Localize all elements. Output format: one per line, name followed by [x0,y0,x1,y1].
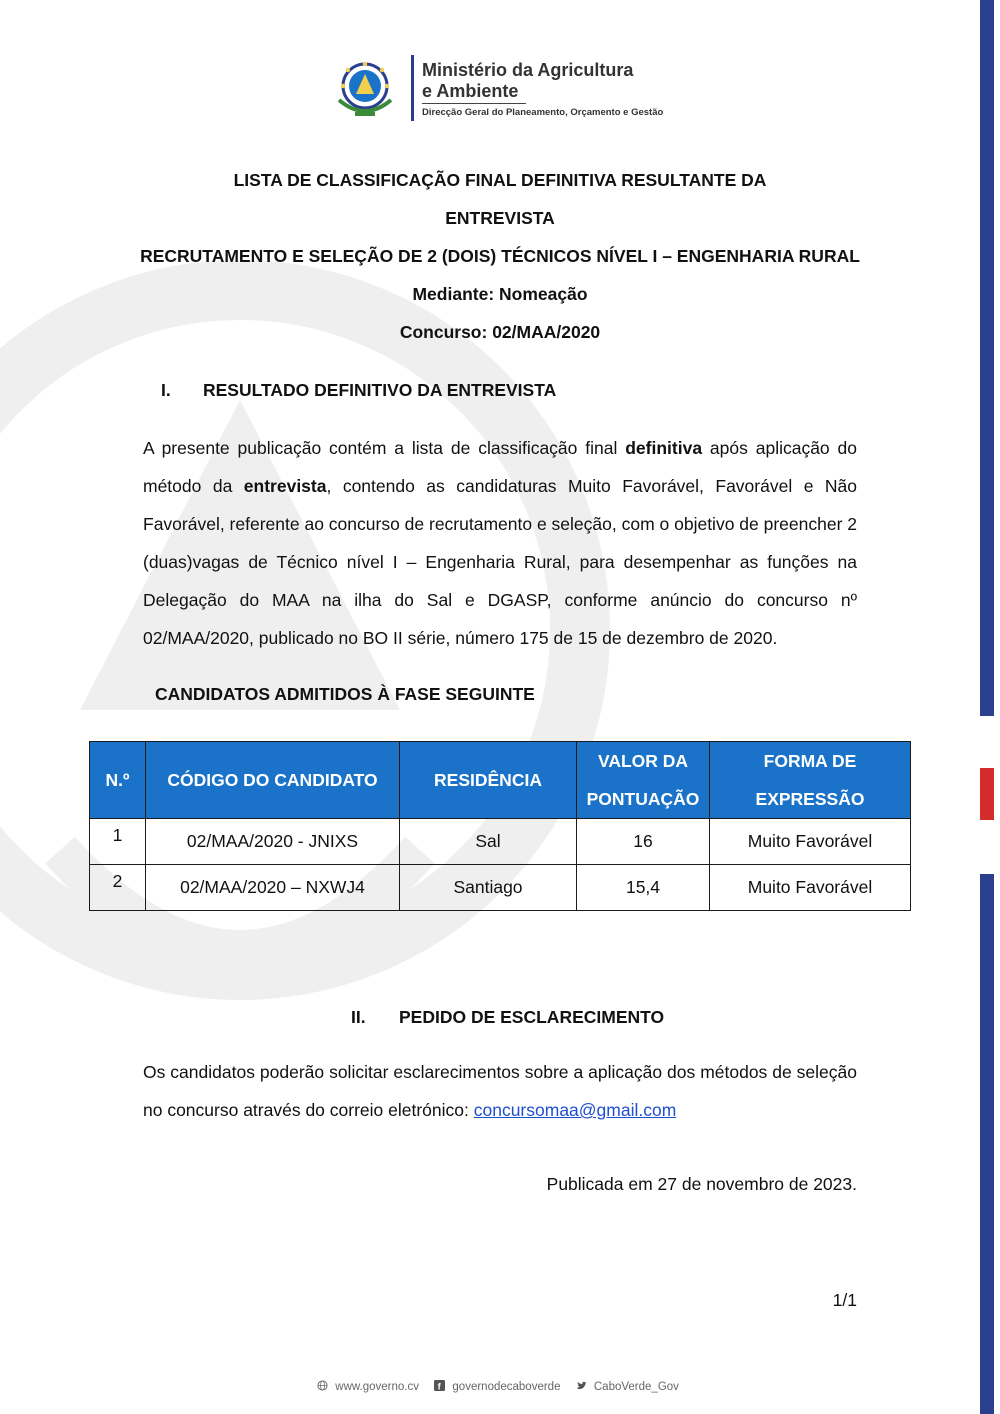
col-header-form-line2: EXPRESSÃO [755,789,865,809]
section-2-number: II. [351,1007,366,1027]
cell-code: 02/MAA/2020 – NXWJ4 [146,865,400,911]
table-row [90,819,911,865]
col-header-form-line1: FORMA DE [763,751,857,771]
page-number: 1/1 [832,1290,857,1310]
cell-score: 16 [577,819,710,865]
paragraph-text: , contendo as candidaturas Muito Favorável, Favorável e Não Favorável, referente ao concurso de recrutamento e seleção, com o objetivo de preencher 2 (duas)vagas de Técnico nível I – Engenharia Rural, para desempenhar as funções na Delegação do MAA na ilha do Sal e DGASP, conforme anúncio do concurso nº 02/MAA/2020, publicado no BO II série, número 175 de 15 de dezembro de 2020. [143,476,858,648]
paragraph-bold-entrevista: entrevista [243,476,327,496]
facebook-icon [434,1380,445,1391]
table-row [90,865,911,911]
col-header-residence: RESIDÊNCIA [400,742,577,819]
section-2-heading [351,1005,664,1029]
title-line-1: LISTA DE CLASSIFICAÇÃO FINAL DEFINITIVA RESULTANTE DA [233,170,767,190]
col-header-score-line2: PONTUAÇÃO [586,789,700,809]
paragraph-text: Os candidatos poderão solicitar esclarecimentos sobre a aplicação dos métodos de seleção no concurso através do correio eletrónico: [143,1062,857,1120]
footer-facebook[interactable] [434,1381,567,1393]
section-1-number: I. [161,380,171,400]
email-link[interactable]: concursomaa@gmail.com [473,1100,677,1120]
cell-form: Muito Favorável [710,865,911,911]
side-bar-blue-top [980,0,994,716]
footer-twitter[interactable] [576,1381,683,1393]
ministry-name-line2: e Ambiente [422,80,519,101]
header-rule [422,103,526,104]
footer-website[interactable] [317,1381,426,1393]
col-header-form [710,742,911,819]
cell-code: 02/MAA/2020 - JNIXS [146,819,400,865]
results-table [89,741,911,911]
globe-icon [317,1380,328,1391]
footer [0,1380,1000,1393]
paragraph-text: após aplicação do método da [143,438,857,496]
cell-score: 15,4 [577,865,710,911]
footer-facebook-text: governodecaboverde [452,1381,561,1393]
cell-form: Muito Favorável [710,819,911,865]
section-1-title: RESULTADO DEFINITIVO DA ENTREVISTA [203,380,557,400]
title-line-5: Concurso: 02/MAA/2020 [399,322,601,342]
title-line-3: RECRUTAMENTO E SELEÇÃO DE 2 (DOIS) TÉCNICOS NÍVEL I – ENGENHARIA RURAL [140,246,860,266]
footer-twitter-text: CaboVerde_Gov [593,1381,679,1393]
col-header-code: CÓDIGO DO CANDIDATO [146,742,400,819]
directorate-name: Direcção Geral do Planeamento, Orçamento e Gestão [422,106,664,118]
letterhead [327,52,663,124]
svg-text:f: f [437,1381,441,1391]
section-1-paragraph [143,429,857,657]
header-divider [411,55,414,121]
candidates-title: CANDIDATOS ADMITIDOS À FASE SEGUINTE [155,684,535,704]
paragraph-bold-definitiva: definitiva [625,438,703,458]
col-header-number: N.º [90,742,146,819]
publication-date: Publicada em 27 de novembro de 2023. [546,1174,857,1194]
ministry-name-line1: Ministério da Agricultura [422,59,634,80]
table-header-row [90,742,911,819]
col-header-score [577,742,710,819]
side-bar-red [980,768,994,820]
paragraph-text: A presente publicação contém a lista de classificação final [143,438,626,458]
cell-number: 1 [90,819,146,865]
cell-number: 2 [90,865,146,911]
side-bar-blue-bottom [980,874,994,1414]
section-2-paragraph [143,1053,857,1129]
col-header-score-line1: VALOR DA [597,751,689,771]
title-line-4: Mediante: Nomeação [412,284,588,304]
coat-of-arms-icon [327,52,403,124]
title-line-2: ENTREVISTA [445,208,555,228]
cell-residence: Sal [400,819,577,865]
footer-website-text: www.governo.cv [335,1381,419,1393]
section-2-title: PEDIDO DE ESCLARECIMENTO [399,1007,665,1027]
section-1-heading [161,378,556,402]
twitter-bird-icon [576,1380,587,1391]
cell-residence: Santiago [400,865,577,911]
